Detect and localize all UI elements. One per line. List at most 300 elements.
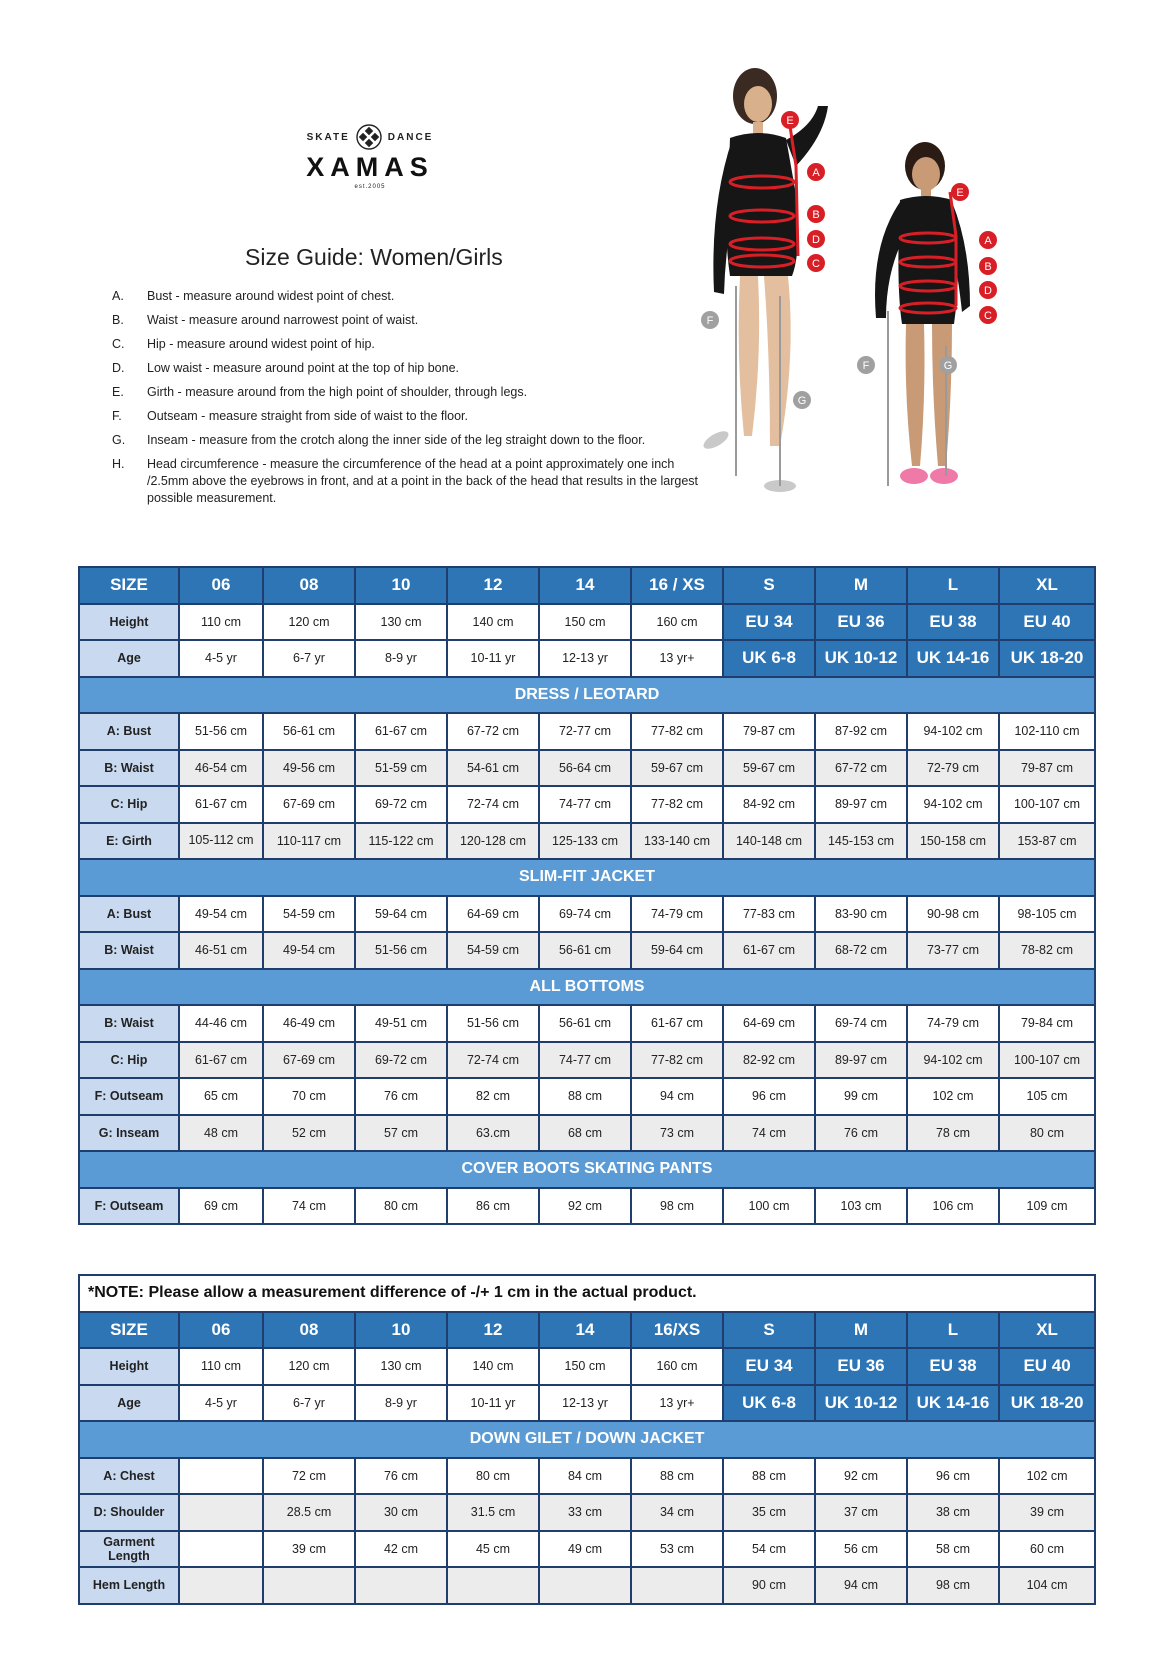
table-cell: 51-56 cm xyxy=(179,713,263,750)
svg-text:D: D xyxy=(984,285,992,297)
table-cell: 30 cm xyxy=(355,1494,447,1531)
legend-text: Outseam - measure straight from side of waist to the floor. xyxy=(147,409,468,423)
table-cell: 140-148 cm xyxy=(723,823,815,860)
eu-size-cell: EU 40 xyxy=(999,604,1095,641)
table-cell: 28.5 cm xyxy=(263,1494,355,1531)
table-cell: 92 cm xyxy=(815,1458,907,1495)
eu-size-cell: EU 36 xyxy=(815,604,907,641)
age-cell: 13 yr+ xyxy=(631,640,723,677)
table-cell: 80 cm xyxy=(447,1458,539,1495)
row-label: A: Chest xyxy=(79,1458,179,1495)
size-col-header: XL xyxy=(999,1312,1095,1349)
table-cell: 49-54 cm xyxy=(263,932,355,969)
table-cell: 61-67 cm xyxy=(723,932,815,969)
svg-text:B: B xyxy=(984,261,992,273)
woman-figure xyxy=(701,68,828,492)
table-cell: 110-117 cm xyxy=(263,823,355,860)
table-row xyxy=(79,1078,1095,1115)
marker-d-girl-icon xyxy=(979,281,997,299)
table-row xyxy=(79,1042,1095,1079)
measurement-illustration xyxy=(700,56,1060,536)
table-cell: 72 cm xyxy=(263,1458,355,1495)
size-col-header: M xyxy=(815,1312,907,1349)
legend-text: Hip - measure around widest point of hip. xyxy=(147,337,375,351)
table-cell: 80 cm xyxy=(999,1115,1095,1152)
table-cell: 88 cm xyxy=(723,1458,815,1495)
table-cell: 94-102 cm xyxy=(907,713,999,750)
table-cell: 102 cm xyxy=(907,1078,999,1115)
table-cell: 115-122 cm xyxy=(355,823,447,860)
table-cell: 72-74 cm xyxy=(447,786,539,823)
table-cell: 52 cm xyxy=(263,1115,355,1152)
size-header: SIZE xyxy=(79,1312,179,1349)
legend-text: Inseam - measure from the crotch along the inner side of the leg straight down to the floor. xyxy=(147,433,646,447)
size-col-header: 14 xyxy=(539,567,631,604)
table-cell: 49-56 cm xyxy=(263,750,355,787)
marker-f-icon xyxy=(701,311,719,329)
table-cell: 88 cm xyxy=(631,1458,723,1495)
row-label: F: Outseam xyxy=(79,1188,179,1225)
uk-size-cell: UK 14-16 xyxy=(907,1385,999,1422)
row-label: Garment Length xyxy=(79,1531,179,1568)
table-cell xyxy=(179,1494,263,1531)
height-row xyxy=(79,604,1095,641)
svg-text:D: D xyxy=(812,234,820,246)
row-label: Age xyxy=(79,640,179,677)
table-cell: 56-64 cm xyxy=(539,750,631,787)
legend-key: A. xyxy=(112,289,124,303)
section-row xyxy=(79,677,1095,714)
table-cell: 74-77 cm xyxy=(539,1042,631,1079)
table-cell: 79-84 cm xyxy=(999,1005,1095,1042)
logo-est: est.2005 xyxy=(354,184,386,190)
table-cell: 86 cm xyxy=(447,1188,539,1225)
table-cell: 63.cm xyxy=(447,1115,539,1152)
table-cell: 100 cm xyxy=(723,1188,815,1225)
legend-item xyxy=(112,432,712,449)
eu-size-cell: EU 36 xyxy=(815,1348,907,1385)
table-cell: 102 cm xyxy=(999,1458,1095,1495)
marker-a-icon xyxy=(807,163,825,181)
size-col-header: M xyxy=(815,567,907,604)
table-cell: 94-102 cm xyxy=(907,1042,999,1079)
height-cell: 120 cm xyxy=(263,604,355,641)
brand-logo xyxy=(290,124,450,190)
table-cell: 94 cm xyxy=(631,1078,723,1115)
marker-b-icon xyxy=(807,205,825,223)
table-cell: 78 cm xyxy=(907,1115,999,1152)
table-cell: 73 cm xyxy=(631,1115,723,1152)
legend-item xyxy=(112,384,712,401)
table-cell: 72-74 cm xyxy=(447,1042,539,1079)
legend-text: Low waist - measure around point at the top of hip bone. xyxy=(147,361,459,375)
section-row xyxy=(79,1421,1095,1458)
table-cell: 78-82 cm xyxy=(999,932,1095,969)
table-cell: 56-61 cm xyxy=(539,1005,631,1042)
marker-g-icon xyxy=(793,391,811,409)
svg-text:F: F xyxy=(862,360,870,372)
marker-g-girl-icon xyxy=(939,356,957,374)
row-label: A: Bust xyxy=(79,896,179,933)
table-cell: 61-67 cm xyxy=(631,1005,723,1042)
size-col-header: S xyxy=(723,567,815,604)
table-row xyxy=(79,1458,1095,1495)
logo-dance-text: DANCE xyxy=(387,131,434,143)
legend-text: Waist - measure around narrowest point of waist. xyxy=(147,313,419,327)
legend-text: Girth - measure around from the high point of shoulder, through legs. xyxy=(147,385,528,399)
eu-size-cell: EU 40 xyxy=(999,1348,1095,1385)
table-cell: 54 cm xyxy=(723,1531,815,1568)
size-col-header: 16 / XS xyxy=(631,567,723,604)
table-cell: 98-105 cm xyxy=(999,896,1095,933)
legend-text: Bust - measure around widest point of chest. xyxy=(147,289,395,303)
table-cell: 74-79 cm xyxy=(631,896,723,933)
table-cell: 33 cm xyxy=(539,1494,631,1531)
row-label: D: Shoulder xyxy=(79,1494,179,1531)
table-cell: 68-72 cm xyxy=(815,932,907,969)
table-cell: 103 cm xyxy=(815,1188,907,1225)
table-cell: 67-72 cm xyxy=(447,713,539,750)
table-row xyxy=(79,750,1095,787)
height-cell: 140 cm xyxy=(447,604,539,641)
table-cell xyxy=(539,1567,631,1604)
legend-text: Head circumference - measure the circumference of the head at a point approximately one inch /2.5mm above the eyebrows in front, and at a point in the back of the head that results in the largest possible measurement. xyxy=(147,457,699,505)
section-title: DOWN GILET / DOWN JACKET xyxy=(79,1421,1095,1458)
table-cell xyxy=(631,1567,723,1604)
height-cell: 160 cm xyxy=(631,604,723,641)
table-cell: 99 cm xyxy=(815,1078,907,1115)
note-row xyxy=(79,1275,1095,1312)
size-col-header: 08 xyxy=(263,1312,355,1349)
age-cell: 4-5 yr xyxy=(179,1385,263,1422)
table-cell: 56 cm xyxy=(815,1531,907,1568)
header-row xyxy=(79,1312,1095,1349)
table-cell: 88 cm xyxy=(539,1078,631,1115)
table-row xyxy=(79,1531,1095,1568)
section-row xyxy=(79,969,1095,1006)
legend-key: C. xyxy=(112,337,125,351)
svg-text:C: C xyxy=(812,258,820,270)
svg-text:E: E xyxy=(786,115,794,127)
legend-item xyxy=(112,312,712,329)
marker-a-girl-icon xyxy=(979,231,997,249)
table-cell: 53 cm xyxy=(631,1531,723,1568)
eu-size-cell: EU 34 xyxy=(723,1348,815,1385)
table-cell xyxy=(179,1567,263,1604)
table-row xyxy=(79,786,1095,823)
table-cell: 59-67 cm xyxy=(631,750,723,787)
table-cell: 69-72 cm xyxy=(355,786,447,823)
table-cell: 125-133 cm xyxy=(539,823,631,860)
size-col-header: 08 xyxy=(263,567,355,604)
table-cell: 59-64 cm xyxy=(355,896,447,933)
eu-size-cell: EU 38 xyxy=(907,1348,999,1385)
table-row xyxy=(79,932,1095,969)
legend-key: G. xyxy=(112,433,126,447)
table-cell: 79-87 cm xyxy=(999,750,1095,787)
table-cell: 94-102 cm xyxy=(907,786,999,823)
table-cell: 79-87 cm xyxy=(723,713,815,750)
section-title: SLIM-FIT JACKET xyxy=(79,859,1095,896)
table-cell: 80 cm xyxy=(355,1188,447,1225)
section-title: DRESS / LEOTARD xyxy=(79,677,1095,714)
svg-text:C: C xyxy=(984,310,992,322)
table-cell: 37 cm xyxy=(815,1494,907,1531)
svg-text:G: G xyxy=(797,395,807,407)
page-title: Size Guide: Women/Girls xyxy=(245,244,503,270)
table-cell: 54-59 cm xyxy=(447,932,539,969)
age-cell: 4-5 yr xyxy=(179,640,263,677)
table-cell: 51-59 cm xyxy=(355,750,447,787)
size-header: SIZE xyxy=(79,567,179,604)
height-cell: 160 cm xyxy=(631,1348,723,1385)
table-cell xyxy=(179,1458,263,1495)
age-cell: 8-9 yr xyxy=(355,1385,447,1422)
svg-text:F: F xyxy=(706,315,714,327)
table-cell: 100-107 cm xyxy=(999,786,1095,823)
height-cell: 150 cm xyxy=(539,604,631,641)
table-cell: 49 cm xyxy=(539,1531,631,1568)
table-cell: 49-54 cm xyxy=(179,896,263,933)
age-cell: 6-7 yr xyxy=(263,640,355,677)
size-table-down xyxy=(78,1274,1096,1605)
row-label: B: Waist xyxy=(79,1005,179,1042)
eu-size-cell: EU 38 xyxy=(907,604,999,641)
legend-item xyxy=(112,288,712,305)
table-cell: 100-107 cm xyxy=(999,1042,1095,1079)
section-row xyxy=(79,1151,1095,1188)
row-label: Age xyxy=(79,1385,179,1422)
legend-key: B. xyxy=(112,313,124,327)
age-row xyxy=(79,1385,1095,1422)
svg-text:A: A xyxy=(812,167,820,179)
size-col-header: L xyxy=(907,1312,999,1349)
table-cell: 39 cm xyxy=(263,1531,355,1568)
table-cell: 105-112 cm xyxy=(179,823,263,860)
table-cell: 76 cm xyxy=(815,1115,907,1152)
logo-skate-text: SKATE xyxy=(306,131,350,143)
table-cell xyxy=(355,1567,447,1604)
uk-size-cell: UK 14-16 xyxy=(907,640,999,677)
measurement-legend xyxy=(112,288,712,514)
size-col-header: XL xyxy=(999,567,1095,604)
age-cell: 12-13 yr xyxy=(539,640,631,677)
table-cell: 104 cm xyxy=(999,1567,1095,1604)
legend-item xyxy=(112,408,712,425)
row-label: F: Outseam xyxy=(79,1078,179,1115)
table-cell: 61-67 cm xyxy=(179,786,263,823)
table-cell: 46-51 cm xyxy=(179,932,263,969)
table-cell: 46-54 cm xyxy=(179,750,263,787)
row-label: Hem Length xyxy=(79,1567,179,1604)
table-cell: 120-128 cm xyxy=(447,823,539,860)
table-row xyxy=(79,823,1095,860)
age-cell: 10-11 yr xyxy=(447,640,539,677)
table-cell: 51-56 cm xyxy=(447,1005,539,1042)
table-cell xyxy=(179,1531,263,1568)
section-title: COVER BOOTS SKATING PANTS xyxy=(79,1151,1095,1188)
age-row xyxy=(79,640,1095,677)
table-cell: 65 cm xyxy=(179,1078,263,1115)
height-cell: 150 cm xyxy=(539,1348,631,1385)
table-cell: 68 cm xyxy=(539,1115,631,1152)
height-cell: 110 cm xyxy=(179,1348,263,1385)
table-cell: 61-67 cm xyxy=(355,713,447,750)
svg-text:B: B xyxy=(812,209,820,221)
table-row xyxy=(79,1567,1095,1604)
row-label: C: Hip xyxy=(79,1042,179,1079)
svg-text:G: G xyxy=(943,360,953,372)
table-cell: 61-67 cm xyxy=(179,1042,263,1079)
table-cell: 98 cm xyxy=(907,1567,999,1604)
table-cell: 51-56 cm xyxy=(355,932,447,969)
table-cell: 150-158 cm xyxy=(907,823,999,860)
table-cell: 42 cm xyxy=(355,1531,447,1568)
row-label: Height xyxy=(79,1348,179,1385)
table-cell: 39 cm xyxy=(999,1494,1095,1531)
section-row xyxy=(79,859,1095,896)
table-row xyxy=(79,896,1095,933)
table-cell: 77-83 cm xyxy=(723,896,815,933)
size-col-header: 16/XS xyxy=(631,1312,723,1349)
age-cell: 12-13 yr xyxy=(539,1385,631,1422)
header-row xyxy=(79,567,1095,604)
logo-top-row xyxy=(290,124,450,150)
size-col-header: 06 xyxy=(179,1312,263,1349)
table-cell: 59-67 cm xyxy=(723,750,815,787)
table-cell: 109 cm xyxy=(999,1188,1095,1225)
table-cell: 153-87 cm xyxy=(999,823,1095,860)
table-cell: 31.5 cm xyxy=(447,1494,539,1531)
size-table-main xyxy=(78,566,1096,1225)
table-cell: 72-79 cm xyxy=(907,750,999,787)
table-cell: 69-74 cm xyxy=(539,896,631,933)
row-label: A: Bust xyxy=(79,713,179,750)
table-cell: 70 cm xyxy=(263,1078,355,1115)
table-cell: 34 cm xyxy=(631,1494,723,1531)
uk-size-cell: UK 6-8 xyxy=(723,1385,815,1422)
uk-size-cell: UK 18-20 xyxy=(999,1385,1095,1422)
table-cell: 145-153 cm xyxy=(815,823,907,860)
table-cell: 89-97 cm xyxy=(815,786,907,823)
table-cell: 56-61 cm xyxy=(539,932,631,969)
section-title: ALL BOTTOMS xyxy=(79,969,1095,1006)
uk-size-cell: UK 6-8 xyxy=(723,640,815,677)
marker-e-girl-icon xyxy=(951,183,969,201)
height-row xyxy=(79,1348,1095,1385)
table-cell: 133-140 cm xyxy=(631,823,723,860)
row-label: B: Waist xyxy=(79,750,179,787)
size-col-header: 12 xyxy=(447,1312,539,1349)
table-cell: 102-110 cm xyxy=(999,713,1095,750)
table-cell xyxy=(447,1567,539,1604)
table-cell: 96 cm xyxy=(723,1078,815,1115)
age-cell: 8-9 yr xyxy=(355,640,447,677)
legend-key: E. xyxy=(112,385,124,399)
marker-d-icon xyxy=(807,230,825,248)
table-cell: 48 cm xyxy=(179,1115,263,1152)
table-cell: 73-77 cm xyxy=(907,932,999,969)
table-cell: 98 cm xyxy=(631,1188,723,1225)
table-cell: 58 cm xyxy=(907,1531,999,1568)
table-cell: 82-92 cm xyxy=(723,1042,815,1079)
table-cell: 64-69 cm xyxy=(447,896,539,933)
table-cell: 49-51 cm xyxy=(355,1005,447,1042)
table-cell: 72-77 cm xyxy=(539,713,631,750)
uk-size-cell: UK 10-12 xyxy=(815,1385,907,1422)
table-cell: 105 cm xyxy=(999,1078,1095,1115)
note-text: *NOTE: Please allow a measurement difference of -/+ 1 cm in the actual product. xyxy=(79,1275,1095,1312)
table-cell: 69-74 cm xyxy=(815,1005,907,1042)
row-label: E: Girth xyxy=(79,823,179,860)
table-cell: 74-77 cm xyxy=(539,786,631,823)
table-cell: 69-72 cm xyxy=(355,1042,447,1079)
table-cell: 67-72 cm xyxy=(815,750,907,787)
legend-item xyxy=(112,360,712,377)
table-cell: 54-61 cm xyxy=(447,750,539,787)
table-cell: 67-69 cm xyxy=(263,786,355,823)
legend-item xyxy=(112,336,712,353)
svg-text:A: A xyxy=(984,235,992,247)
row-label: Height xyxy=(79,604,179,641)
table-cell: 77-82 cm xyxy=(631,1042,723,1079)
legend-key: H. xyxy=(112,457,125,471)
table-cell: 46-49 cm xyxy=(263,1005,355,1042)
row-label: G: Inseam xyxy=(79,1115,179,1152)
legend-key: F. xyxy=(112,409,122,423)
table-cell: 54-59 cm xyxy=(263,896,355,933)
height-cell: 120 cm xyxy=(263,1348,355,1385)
table-cell: 69 cm xyxy=(179,1188,263,1225)
table-cell: 96 cm xyxy=(907,1458,999,1495)
table-cell: 92 cm xyxy=(539,1188,631,1225)
table-cell: 84-92 cm xyxy=(723,786,815,823)
table-cell: 74 cm xyxy=(263,1188,355,1225)
row-label: C: Hip xyxy=(79,786,179,823)
table-cell: 83-90 cm xyxy=(815,896,907,933)
height-cell: 130 cm xyxy=(355,604,447,641)
table-cell: 44-46 cm xyxy=(179,1005,263,1042)
table-cell: 67-69 cm xyxy=(263,1042,355,1079)
table-cell: 87-92 cm xyxy=(815,713,907,750)
table-cell: 64-69 cm xyxy=(723,1005,815,1042)
table-cell: 57 cm xyxy=(355,1115,447,1152)
legend-item xyxy=(112,456,712,507)
table-cell: 38 cm xyxy=(907,1494,999,1531)
marker-b-girl-icon xyxy=(979,257,997,275)
size-col-header: L xyxy=(907,567,999,604)
marker-c-girl-icon xyxy=(979,306,997,324)
size-col-header: 10 xyxy=(355,1312,447,1349)
height-cell: 110 cm xyxy=(179,604,263,641)
table-cell: 77-82 cm xyxy=(631,713,723,750)
age-cell: 6-7 yr xyxy=(263,1385,355,1422)
table-cell: 56-61 cm xyxy=(263,713,355,750)
height-cell: 140 cm xyxy=(447,1348,539,1385)
marker-e-icon xyxy=(781,111,799,129)
height-cell: 130 cm xyxy=(355,1348,447,1385)
marker-c-icon xyxy=(807,254,825,272)
table-cell: 59-64 cm xyxy=(631,932,723,969)
table-cell: 35 cm xyxy=(723,1494,815,1531)
row-label: B: Waist xyxy=(79,932,179,969)
table-cell: 94 cm xyxy=(815,1567,907,1604)
table-row xyxy=(79,1188,1095,1225)
size-col-header: S xyxy=(723,1312,815,1349)
logo-brand-name: XAMAS xyxy=(306,152,434,182)
marker-f-girl-icon xyxy=(857,356,875,374)
age-cell: 13 yr+ xyxy=(631,1385,723,1422)
